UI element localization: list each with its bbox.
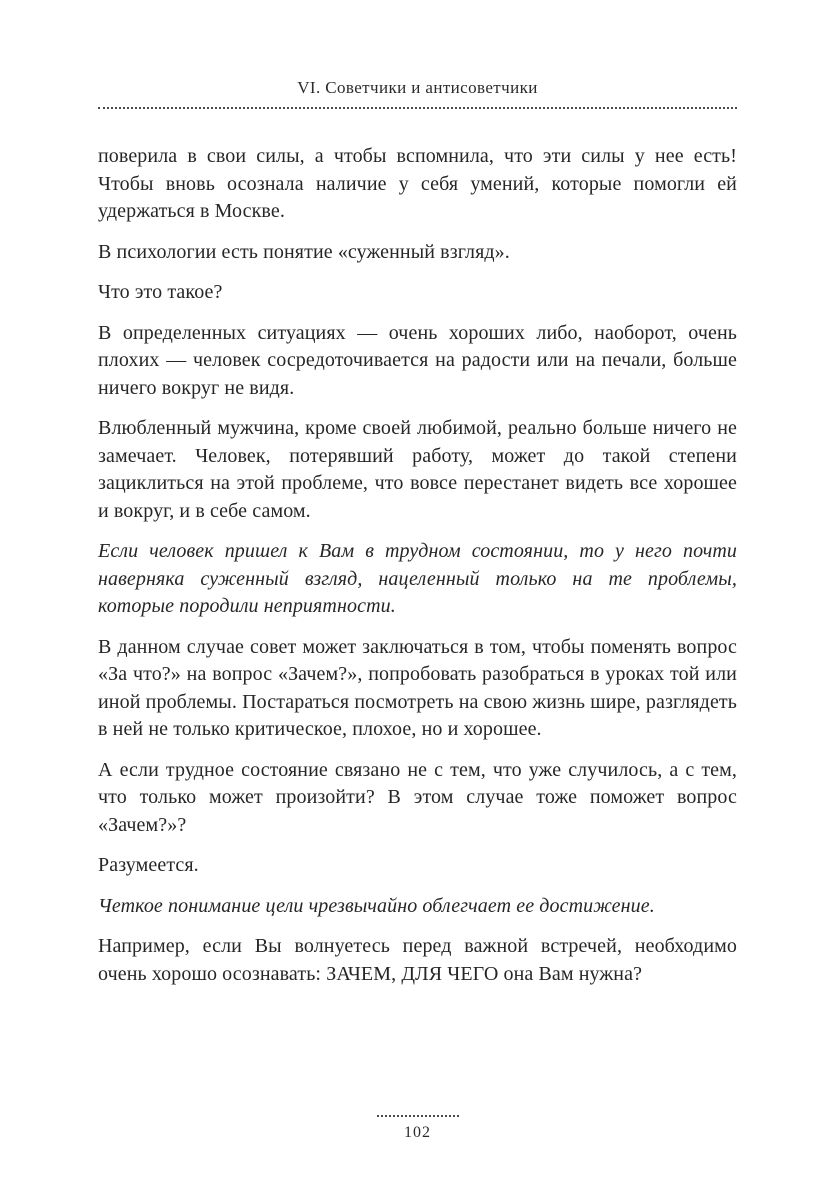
running-header: VI. Советчики и антисоветчики: [297, 78, 538, 97]
page-number: 102: [404, 1124, 431, 1141]
paragraph: поверила в свои силы, а чтобы вспомнила, что эти силы у нее есть! Чтобы вновь осознала наличие у себя умений, которые помогли ей удержаться в Москве.: [98, 145, 737, 222]
paragraph: Что это такое?: [98, 281, 223, 303]
paragraph: Разумеется.: [98, 854, 199, 876]
paragraph: Влюбленный мужчина, кроме своей любимой, реально больше ничего не замечает. Человек, потерявший работу, может до такой степени зациклиться на этой проблеме, что вовсе перестанет видеть все хорошее и вокруг, и в себе самом.: [98, 417, 737, 522]
paragraph: А если трудное состояние связано не с тем, что уже случилось, а с тем, что только может произойти? В этом случае тоже поможет вопрос «Зачем?»?: [98, 758, 737, 836]
paragraph: В определенных ситуациях — очень хороших либо, наоборот, очень плохих — человек сосредоточивается на радости или на печали, больше ничего вокруг не видя.: [98, 321, 737, 399]
paragraph: Четкое понимание цели чрезвычайно облегчает ее достижение.: [98, 894, 655, 917]
paragraph: Если человек пришел к Вам в трудном состоянии, то у него почти наверняка суженный взгляд, нацеленный только на те проблемы, которые породили неприятности.: [98, 540, 737, 617]
header-dotted-rule: [98, 107, 737, 109]
page-header: [98, 78, 737, 109]
page-footer: [98, 1115, 737, 1142]
paragraph: В данном случае совет может заключаться в том, чтобы поменять вопрос «За что?» на вопрос «Зачем?», попробовать разобраться в уроках той или иной проблемы. Постараться посмотреть на свою жизнь шире, разглядеть в ней не только критическое, плохое, но и хорошее.: [98, 635, 737, 740]
paragraph: В психологии есть понятие «суженный взгляд».: [98, 240, 510, 263]
footer-dotted-rule: [377, 1115, 459, 1117]
page-body: [98, 143, 737, 988]
paragraph: Например, если Вы волнуетесь перед важной встречей, необходимо очень хорошо осознавать: ЗАЧЕМ, ДЛЯ ЧЕГО она Вам нужна?: [98, 935, 737, 985]
